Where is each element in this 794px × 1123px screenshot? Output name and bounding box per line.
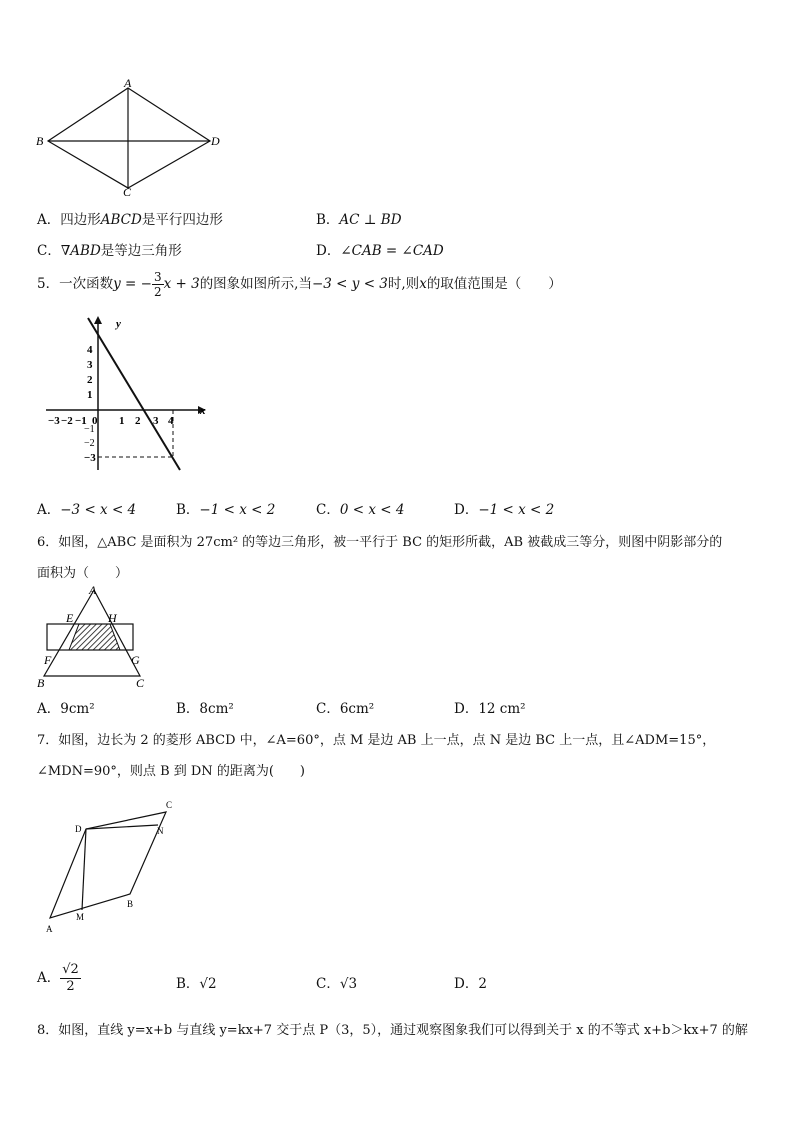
q7-option-b[interactable]: B．√2 [176,976,217,992]
x-tick: −3 [48,415,60,427]
q5-option-b[interactable]: B．−1 < x < 2 [176,502,276,518]
rhombus-figure [30,76,230,200]
x-tick: 0 [92,415,98,427]
x-tick: 1 [119,415,125,427]
y-tick: 2 [87,374,93,386]
x-tick: −1 [75,415,87,427]
x-tick: 2 [135,415,141,427]
x-axis-label: x [200,405,206,417]
linear-function-graph [40,312,220,476]
q5-option-d[interactable]: D．−1 < x < 2 [454,502,555,518]
vertex-label-m: M [76,912,85,922]
vertex-label-b: B [37,676,45,690]
y-tick: −1 [84,424,95,435]
q7-option-c[interactable]: C．√3 [316,976,358,992]
q6-option-c[interactable]: C．6cm² [316,701,375,717]
q5-option-a[interactable]: A．−3 < x < 4 [37,502,137,518]
vertex-label-e: E [66,611,74,625]
q4-option-b[interactable]: B．AC ⊥ BD [316,212,402,228]
vertex-label-c: C [123,185,132,199]
y-tick: 1 [87,389,93,401]
y-tick: −3 [84,452,96,464]
vertex-label-d: D [211,134,220,148]
rhombus-abcd-figure [40,794,190,936]
vertex-label-n: N [157,826,164,836]
x-tick: 3 [153,415,159,427]
q7-stem-line2: ∠MDN=90°，则点 B 到 DN 的距离为( ) [37,764,305,779]
y-tick: 4 [87,344,93,356]
y-tick: 3 [87,359,93,371]
vertex-label-c: C [136,676,145,690]
vertex-label-f: F [44,653,52,667]
vertex-label-h: H [108,611,117,625]
q6-option-a[interactable]: A．9cm² [37,701,95,717]
q7-option-a[interactable]: A． $\frac{√2}{2}$ [37,962,79,994]
q8-stem-line1: 8．如图，直线 y=x+b 与直线 y=kx+7 交于点 P（3，5），通过观察图象我们可以得到关于 x 的不等式 x+b＞kx+7 的解 [37,1023,748,1038]
q7-option-d[interactable]: D．2 [454,976,487,992]
vertex-label-a: A [124,76,132,90]
q7-stem-line1: 7．如图，边长为 2 的菱形 ABCD 中，∠A=60°，点 M 是边 AB 上一点，点 N 是边 BC 上一点，且∠ADM=15°， [37,733,716,748]
q4-option-a[interactable]: A．四边形ABCD是平行四边形 [37,212,223,228]
q6-option-b[interactable]: B．8cm² [176,701,234,717]
q5-option-c[interactable]: C．0 < x < 4 [316,502,405,518]
x-tick: −2 [61,415,73,427]
option-letter: A． [37,212,61,228]
vertex-label-b: B [36,134,44,148]
triangle-rectangle-figure [34,584,164,692]
y-tick: −2 [84,438,95,449]
q5-stem: 5．一次函数y = − $\frac{3}{2}$ x + 3的图象如图所示,当−3 < y < 3时,则x的取值范围是（ ） [37,270,562,299]
q6-stem-line2: 面积为（ ） [37,566,129,581]
vertex-label-b: B [127,899,134,909]
vertex-label-a: A [46,924,53,934]
vertex-label-c: C [166,800,173,810]
x-tick: 4 [168,415,174,427]
q6-stem-line1: 6．如图，△ABC 是面积为 27cm² 的等边三角形，被一平行于 BC 的矩形所截，AB 被截成三等分，则图中阴影部分的 [37,535,723,550]
vertex-label-a: A [89,584,97,597]
vertex-label-d: D [75,824,82,834]
vertex-label-g: G [131,653,140,667]
y-axis-label: y [116,318,121,330]
q4-option-c[interactable]: C．∇ABD是等边三角形 [37,243,182,259]
q6-option-d[interactable]: D．12 cm² [454,701,526,717]
q4-option-d[interactable]: D．∠CAB = ∠CAD [316,243,444,259]
